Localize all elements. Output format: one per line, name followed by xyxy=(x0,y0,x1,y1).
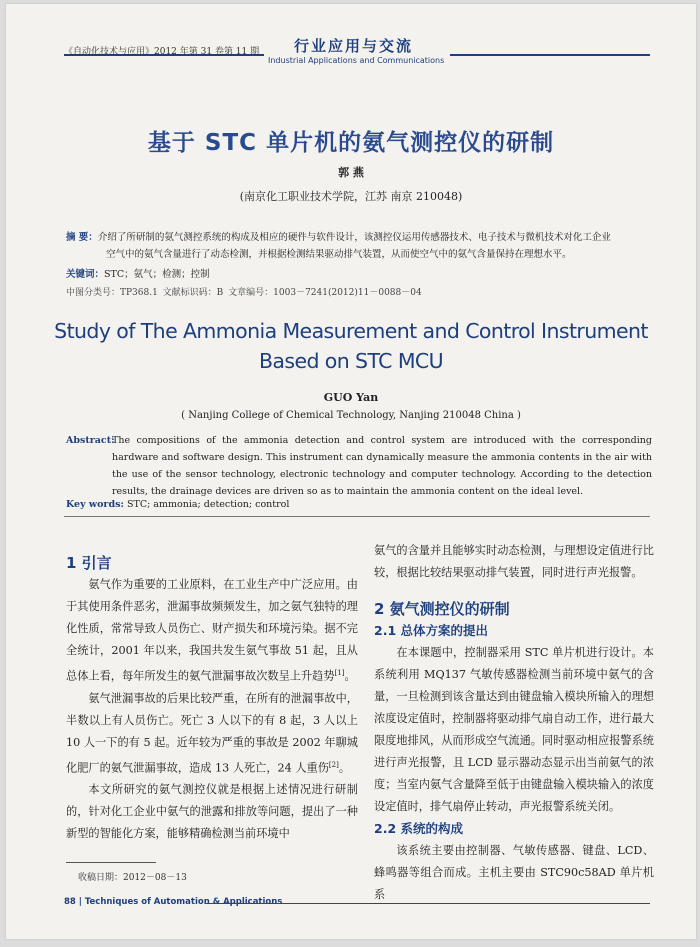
abstract-cn-line2: 空气中的氨气含量进行了动态检测，并根据检测结果驱动排气装置，从而使空气中的氨气含量保持在理想水平。 xyxy=(106,249,572,260)
keywords-cn-text: STC；氨气；检测；控制 xyxy=(104,269,210,280)
journal-citation: 《自动化技术与应用》2012 年第 31 卷第 11 期 xyxy=(64,47,260,57)
paper-title-en-line2: Based on STC MCU xyxy=(258,349,444,373)
abstract-cn xyxy=(66,229,650,263)
section-2-heading: 2 氨气测控仪的研制 xyxy=(374,600,510,618)
paper-title-en xyxy=(6,316,696,376)
footer-rule xyxy=(206,903,650,904)
paragraph: 在本课题中，控制器采用 STC 单片机进行设计。本系统利用 MQ137 气敏传感器检测当前环境中氨气的含量，一旦检测到该含量达到由键盘输入模块所输入的理想浓度设定值时，控制器将驱动排气扇自动工作，进行最大限度地排风，从而形成空气流通。同时驱动相应报警系统进行声光报警，且 LCD 显示器动态显示出当前氨气的浓度；当室内氨气含量降至低于由键盘输入模块输入的浓度设定值时，排气扇停止转动，声光报警系统关闭。 xyxy=(374,646,654,813)
affiliation-cn: (南京化工职业技术学院，江苏 南京 210048) xyxy=(239,190,463,203)
right-column xyxy=(374,540,654,906)
author-en: GUO Yan xyxy=(323,391,379,404)
paragraph: 氨气泄漏事故的后果比较严重，在所有的泄漏事故中，半数以上有人员伤亡。死亡 3 人以下的有 8 起，3 人以上 10 人一下的有 5 起。近年较为严重的事故是 2002 年聊城化肥厂的氨气泄漏事故，造成 13 人死亡，24 人重伤[2]。 xyxy=(66,691,358,775)
section-1-heading: 1 引言 xyxy=(66,554,112,572)
author-cn: 郭 燕 xyxy=(338,166,364,179)
received-date: 收稿日期：2012－08－13 xyxy=(78,873,187,883)
page-footer: 88 | Techniques of Automation & Applications xyxy=(64,897,283,907)
abstract-separator xyxy=(64,516,650,517)
keywords-en-text: STC; ammonia; detection; control xyxy=(126,499,290,510)
paper-title-en-line1: Study of The Ammonia Measurement and Control Instrument xyxy=(54,319,648,343)
section-2-1-heading: 2.1 总体方案的提出 xyxy=(374,623,488,638)
citation-ref: [2] xyxy=(328,760,339,769)
paragraph: 本文所研究的氨气测控仪就是根据上述情况进行研制的，针对化工企业中氨气的泄露和排放等问题，提出了一种新型的智能化方案，能够精确检测当前环境中 xyxy=(66,783,358,841)
classification-line: 中图分类号：TP368.1 文献标识码：B 文章编号：1003－7241(2012)11－0088－04 xyxy=(66,288,422,298)
section-2-2-heading: 2.2 系统的构成 xyxy=(374,821,463,836)
keywords-label-cn: 关键词： xyxy=(66,269,105,280)
keywords-en xyxy=(66,499,289,510)
abstract-en xyxy=(66,432,652,500)
abstract-label-en: Abstract: xyxy=(66,435,115,446)
abstract-label-cn: 摘 要： xyxy=(66,232,98,243)
left-column xyxy=(66,552,358,845)
affiliation-en: ( Nanjing College of Chemical Technology, Nanjing 210048 China ) xyxy=(181,410,521,421)
paragraph: 该系统主要由控制器、气敏传感器、键盘、LCD、蜂鸣器等组合而成。主机主要由 STC90c58AD 单片机系 xyxy=(374,844,654,901)
keywords-label-en: Key words: xyxy=(66,499,124,510)
abstract-cn-line1: 介绍了所研制的氨气测控系统的构成及相应的硬件与软件设计，该测控仪运用传感器技术、电子技术与微机技术对化工企业 xyxy=(97,232,611,243)
section-title-en: Industrial Applications and Communications xyxy=(268,56,445,65)
paper-title-cn: 基于 STC 单片机的氨气测控仪的研制 xyxy=(147,130,555,156)
citation-ref: [1] xyxy=(334,669,345,677)
abstract-en-text: The compositions of the ammonia detection and control system are introduced with the corresponding hardware and software design. This instrument can dynamically measure the ammonia contents in the air with the use of the sensor technology, electronic technology and computer technology. According to the detection results, the drainage devices are driven so as to maintain the ammonia content on the ideal level. xyxy=(112,435,652,497)
paragraph: 氨气作为重要的工业原料，在工业生产中广泛应用。由于其使用条件恶劣，泄漏事故频频发生，加之氨气独特的理化性质，常常导致人员伤亡、财产损失和环境污染。据不完全统计，2001 年以来，我国共发生氨气事故 51 起，且从总体上看，每年所发生的氨气泄漏事故次数呈上升趋势[1]。 xyxy=(66,578,358,683)
keywords-cn xyxy=(66,266,210,280)
paragraph: 氨气的含量并且能够实时动态检测，与理想设定值进行比较，根据比较结果驱动排气装置，同时进行声光报警。 xyxy=(374,544,654,579)
section-title-cn: 行业应用与交流 xyxy=(294,37,414,55)
footnote-rule xyxy=(66,862,156,863)
journal-page xyxy=(6,4,696,939)
